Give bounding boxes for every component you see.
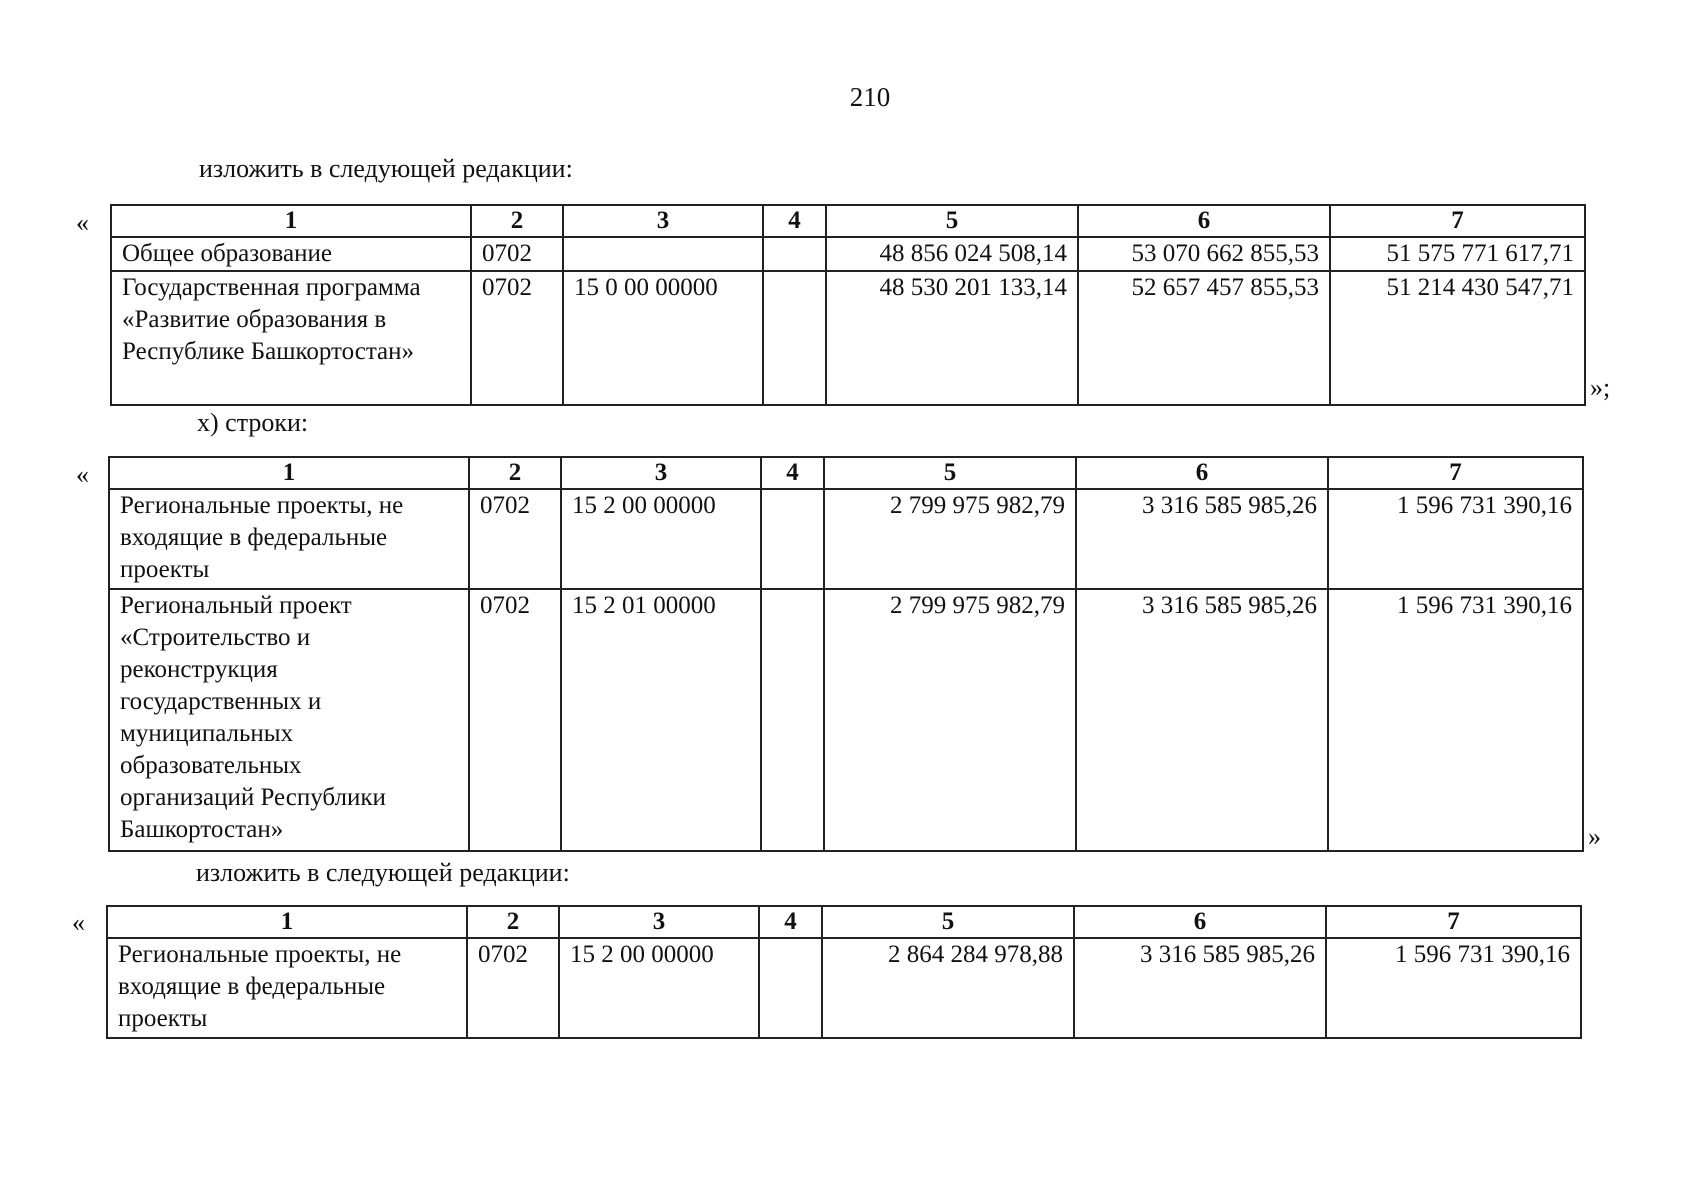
table-row: [111, 237, 1585, 271]
open-quote: «: [76, 460, 89, 489]
table-header-row: [107, 906, 1581, 938]
column-header: 2: [469, 457, 561, 489]
amount-year-2: 3 316 585 985,26: [1074, 938, 1326, 1038]
row-name: Региональные проекты, не входящие в федеральные проекты: [107, 938, 467, 1038]
section-code: 0702: [471, 271, 563, 405]
amount-year-2: 3 316 585 985,26: [1076, 589, 1328, 851]
column-header: 7: [1326, 906, 1581, 938]
amount-year-3: 51 575 771 617,71: [1330, 237, 1585, 271]
column-header: 1: [109, 457, 469, 489]
row-name: Региональный проект «Строительство и реконструкция государственных и муниципальных образовательных организаций Республики Башкортостан»: [109, 589, 469, 851]
page-number: 210: [849, 82, 891, 112]
column-header: 6: [1076, 457, 1328, 489]
budget-table-1: [110, 204, 1586, 406]
row-name: Общее образование: [111, 237, 471, 271]
table-header-row: [109, 457, 1583, 489]
column-header: 4: [761, 457, 824, 489]
expense-type: [761, 489, 824, 589]
column-header: 3: [563, 205, 763, 237]
expense-type: [761, 589, 824, 851]
table-row: [109, 489, 1583, 589]
table-header-row: [111, 205, 1585, 237]
row-name: Региональные проекты, не входящие в федеральные проекты: [109, 489, 469, 589]
budget-table-3: [106, 905, 1582, 1039]
column-header: 2: [471, 205, 563, 237]
column-header: 4: [759, 906, 822, 938]
amount-year-1: 2 799 975 982,79: [824, 589, 1076, 851]
column-header: 5: [826, 205, 1078, 237]
table-row: [111, 271, 1585, 405]
amount-year-3: 1 596 731 390,16: [1328, 589, 1583, 851]
section-intro: изложить в следующей редакции:: [196, 858, 570, 887]
column-header: 5: [822, 906, 1074, 938]
row-name: Государственная программа «Развитие образования в Республике Башкортостан»: [111, 271, 471, 405]
amount-year-1: 2 799 975 982,79: [824, 489, 1076, 589]
column-header: 7: [1330, 205, 1585, 237]
table-row: [109, 589, 1583, 851]
close-quote: »: [1588, 822, 1601, 851]
budget-table-2: [108, 456, 1584, 852]
column-header: 4: [763, 205, 826, 237]
amount-year-3: 1 596 731 390,16: [1328, 489, 1583, 589]
amount-year-1: 48 530 201 133,14: [826, 271, 1078, 405]
amount-year-2: 53 070 662 855,53: [1078, 237, 1330, 271]
target-code: 15 2 01 00000: [561, 589, 761, 851]
column-header: 1: [107, 906, 467, 938]
table-row: [107, 938, 1581, 1038]
column-header: 2: [467, 906, 559, 938]
amount-year-1: 48 856 024 508,14: [826, 237, 1078, 271]
amount-year-2: 3 316 585 985,26: [1076, 489, 1328, 589]
section-code: 0702: [469, 589, 561, 851]
expense-type: [763, 237, 826, 271]
amount-year-2: 52 657 457 855,53: [1078, 271, 1330, 405]
column-header: 6: [1078, 205, 1330, 237]
column-header: 6: [1074, 906, 1326, 938]
target-code: 15 0 00 00000: [563, 271, 763, 405]
section-intro: изложить в следующей редакции:: [199, 154, 573, 183]
open-quote: «: [72, 908, 85, 937]
open-quote: «: [76, 208, 89, 237]
amount-year-3: 51 214 430 547,71: [1330, 271, 1585, 405]
column-header: 1: [111, 205, 471, 237]
section-code: 0702: [471, 237, 563, 271]
expense-type: [759, 938, 822, 1038]
section-code: 0702: [469, 489, 561, 589]
column-header: 7: [1328, 457, 1583, 489]
section-code: 0702: [467, 938, 559, 1038]
column-header: 3: [561, 457, 761, 489]
close-quote: »;: [1590, 373, 1611, 402]
column-header: 5: [824, 457, 1076, 489]
amount-year-3: 1 596 731 390,16: [1326, 938, 1581, 1038]
expense-type: [763, 271, 826, 405]
amount-year-1: 2 864 284 978,88: [822, 938, 1074, 1038]
target-code: [563, 237, 763, 271]
target-code: 15 2 00 00000: [561, 489, 761, 589]
target-code: 15 2 00 00000: [559, 938, 759, 1038]
section-intro: х) строки:: [197, 408, 309, 437]
column-header: 3: [559, 906, 759, 938]
